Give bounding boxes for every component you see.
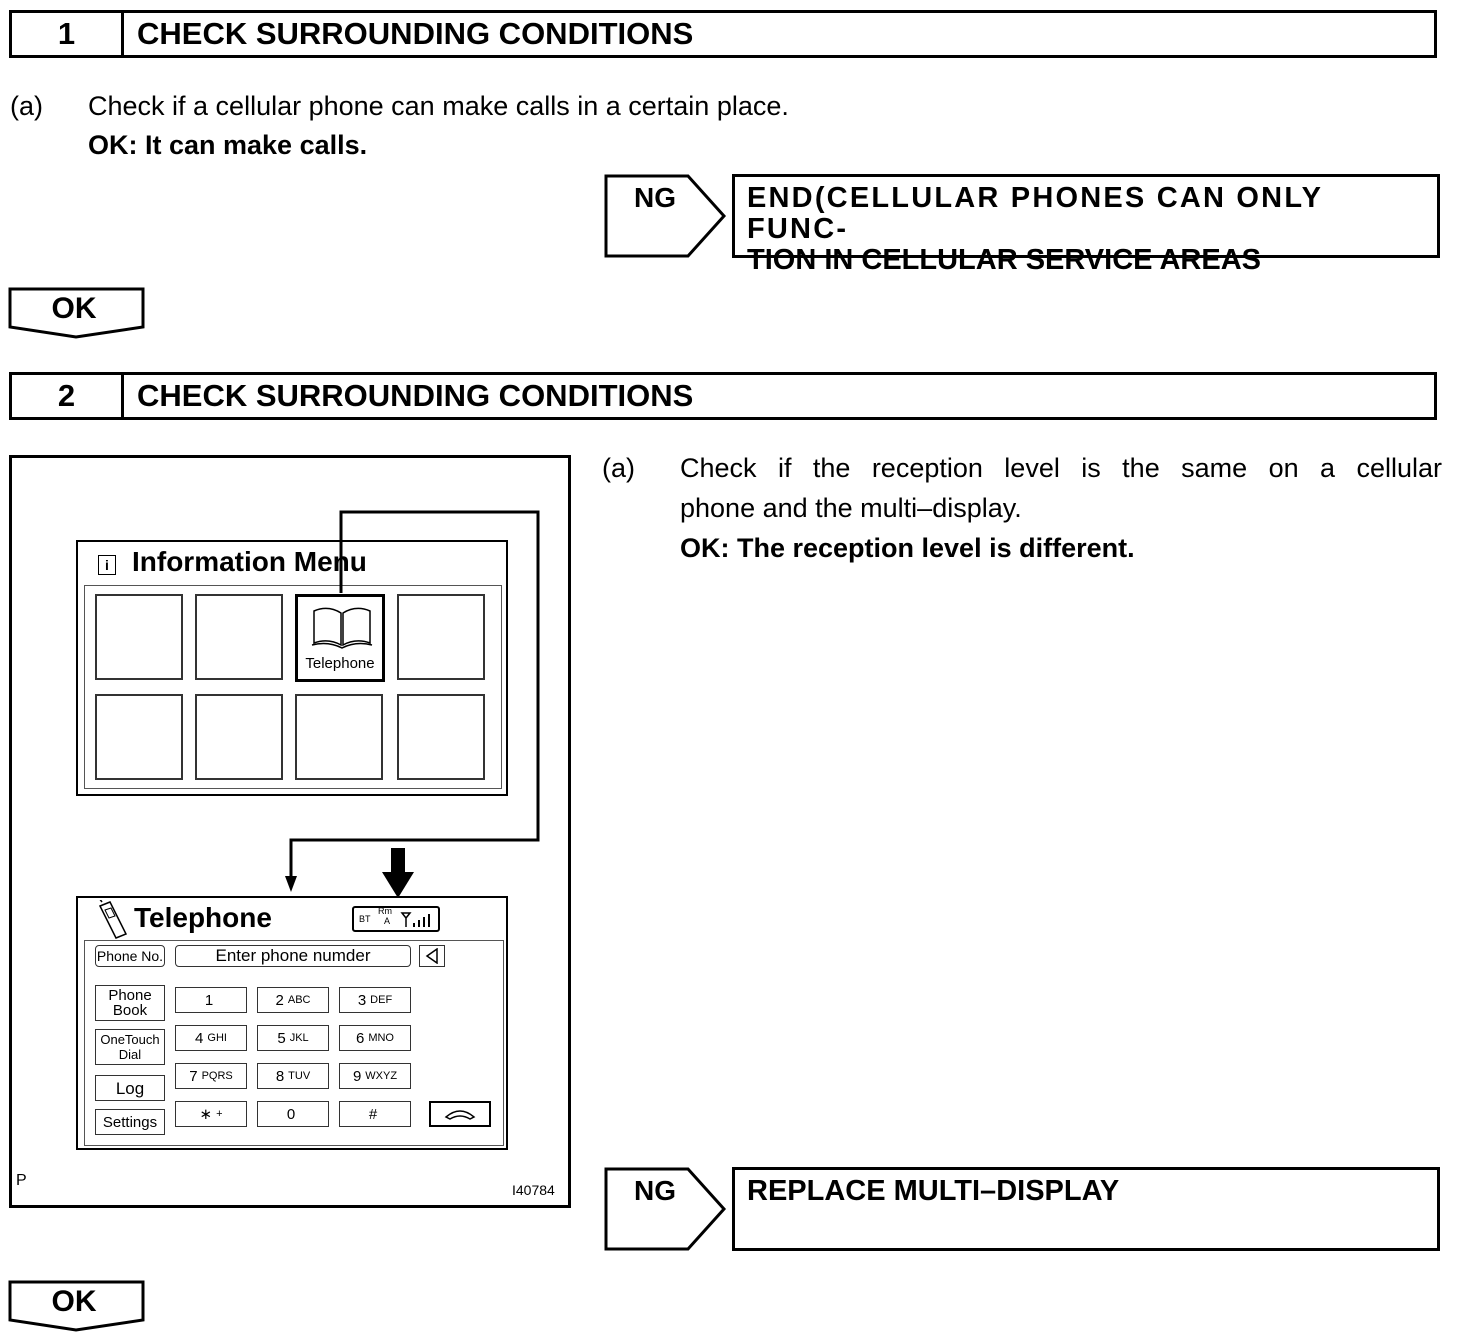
status-rm: Rm <box>378 906 392 916</box>
side-button-onetouch-line1: OneTouch <box>100 1032 160 1047</box>
telephone-cell-label: Telephone <box>305 655 375 672</box>
figure-multi-display <box>9 455 571 1208</box>
step-1-item-text: Check if a cellular phone can make calls in a certain place. <box>88 91 789 121</box>
keypad-key-digit: 2 <box>275 991 284 1009</box>
keypad-key-letters: + <box>216 1108 223 1120</box>
step-2-ng-label: NG <box>634 1175 676 1206</box>
side-button-settings[interactable]: Settings <box>95 1109 165 1135</box>
step-2-header <box>9 372 1437 420</box>
step-2-number: 2 <box>12 375 124 417</box>
step-2-ng-tag <box>604 1167 728 1251</box>
step-1-ok-criteria: OK: It can make calls. <box>88 130 368 160</box>
step-2-item-text-line2: phone and the multi–display. <box>680 493 1022 523</box>
step-1-ok-label: OK <box>51 292 97 325</box>
keypad-key-digit: 7 <box>189 1067 198 1085</box>
status-bt: BT <box>359 914 371 924</box>
step-1-ng-result-line1 <box>747 183 1425 245</box>
step-2-ok-tag <box>8 1280 146 1332</box>
telephone-title: Telephone <box>134 902 272 933</box>
step-2-title: CHECK SURROUNDING CONDITIONS <box>137 378 694 413</box>
keypad-key-letters: TUV <box>288 1070 311 1082</box>
side-button-onetouch-line2: Dial <box>118 1047 142 1062</box>
step-2-ok-label: OK <box>51 1285 97 1318</box>
step-1-ng-result-line1-text: END(CELLULAR PHONES CAN ONLY FUNC- <box>747 182 1323 245</box>
keypad-key-digit: 3 <box>357 991 367 1009</box>
keypad-key-digit: 0 <box>286 1105 296 1123</box>
keypad-key-letters: PQRS <box>201 1070 233 1082</box>
step-1-ok-tag <box>8 287 146 339</box>
step-2-item-label: (a) <box>602 453 635 483</box>
figure-corner-mark: P <box>16 1172 27 1189</box>
information-menu-title: Information Menu <box>132 546 367 577</box>
keypad-key-digit: 8 <box>275 1067 285 1085</box>
side-button-log[interactable]: Log <box>95 1075 165 1101</box>
keypad-key-letters: JKL <box>289 1032 309 1044</box>
step-1-ng-label: NG <box>634 182 676 213</box>
side-button-phone-book-line1: Phone <box>108 987 152 1004</box>
step-1-ng-result-line2: TION IN CELLULAR SERVICE AREAS <box>747 244 1261 276</box>
step-1-ng-result <box>732 174 1440 276</box>
keypad-key-letters: ABC <box>287 994 311 1006</box>
step-1-number: 1 <box>12 13 124 55</box>
keypad-key-digit: 4 <box>195 1029 204 1047</box>
keypad-key-digit: 5 <box>277 1029 286 1047</box>
keypad-key-digit: # <box>368 1105 378 1123</box>
keypad-key-letters: GHI <box>207 1032 227 1044</box>
step-2-item-text-line1: Check if the reception level is the same on a cellular <box>680 453 1442 483</box>
step-1-ng-tag <box>604 174 728 258</box>
connector-arrows <box>12 458 568 1205</box>
phone-number-input[interactable]: Enter phone numder <box>175 945 411 967</box>
keypad-key-letters: DEF <box>370 994 393 1006</box>
step-2-ng-result: REPLACE MULTI–DISPLAY <box>732 1167 1440 1251</box>
step-1-header <box>9 10 1437 58</box>
keypad-key-digit: 6 <box>355 1029 365 1047</box>
information-icon: i <box>98 555 116 575</box>
step-2-ok-criteria: OK: The reception level is different. <box>680 533 1135 563</box>
side-button-phone-book-line2: Book <box>112 1002 148 1019</box>
step-1-item-label: (a) <box>10 91 43 121</box>
keypad-key-letters: MNO <box>368 1032 394 1044</box>
status-a: A <box>384 916 391 926</box>
step-1-title: CHECK SURROUNDING CONDITIONS <box>137 16 694 51</box>
phone-no-label: Phone No. <box>95 945 165 967</box>
figure-id: I40784 <box>512 1182 555 1198</box>
keypad-key-digit: 1 <box>204 991 214 1009</box>
keypad-key-digit: 9 <box>352 1067 362 1085</box>
keypad-key-letters: WXYZ <box>365 1070 398 1082</box>
keypad-key-digit: ∗ <box>199 1106 213 1123</box>
